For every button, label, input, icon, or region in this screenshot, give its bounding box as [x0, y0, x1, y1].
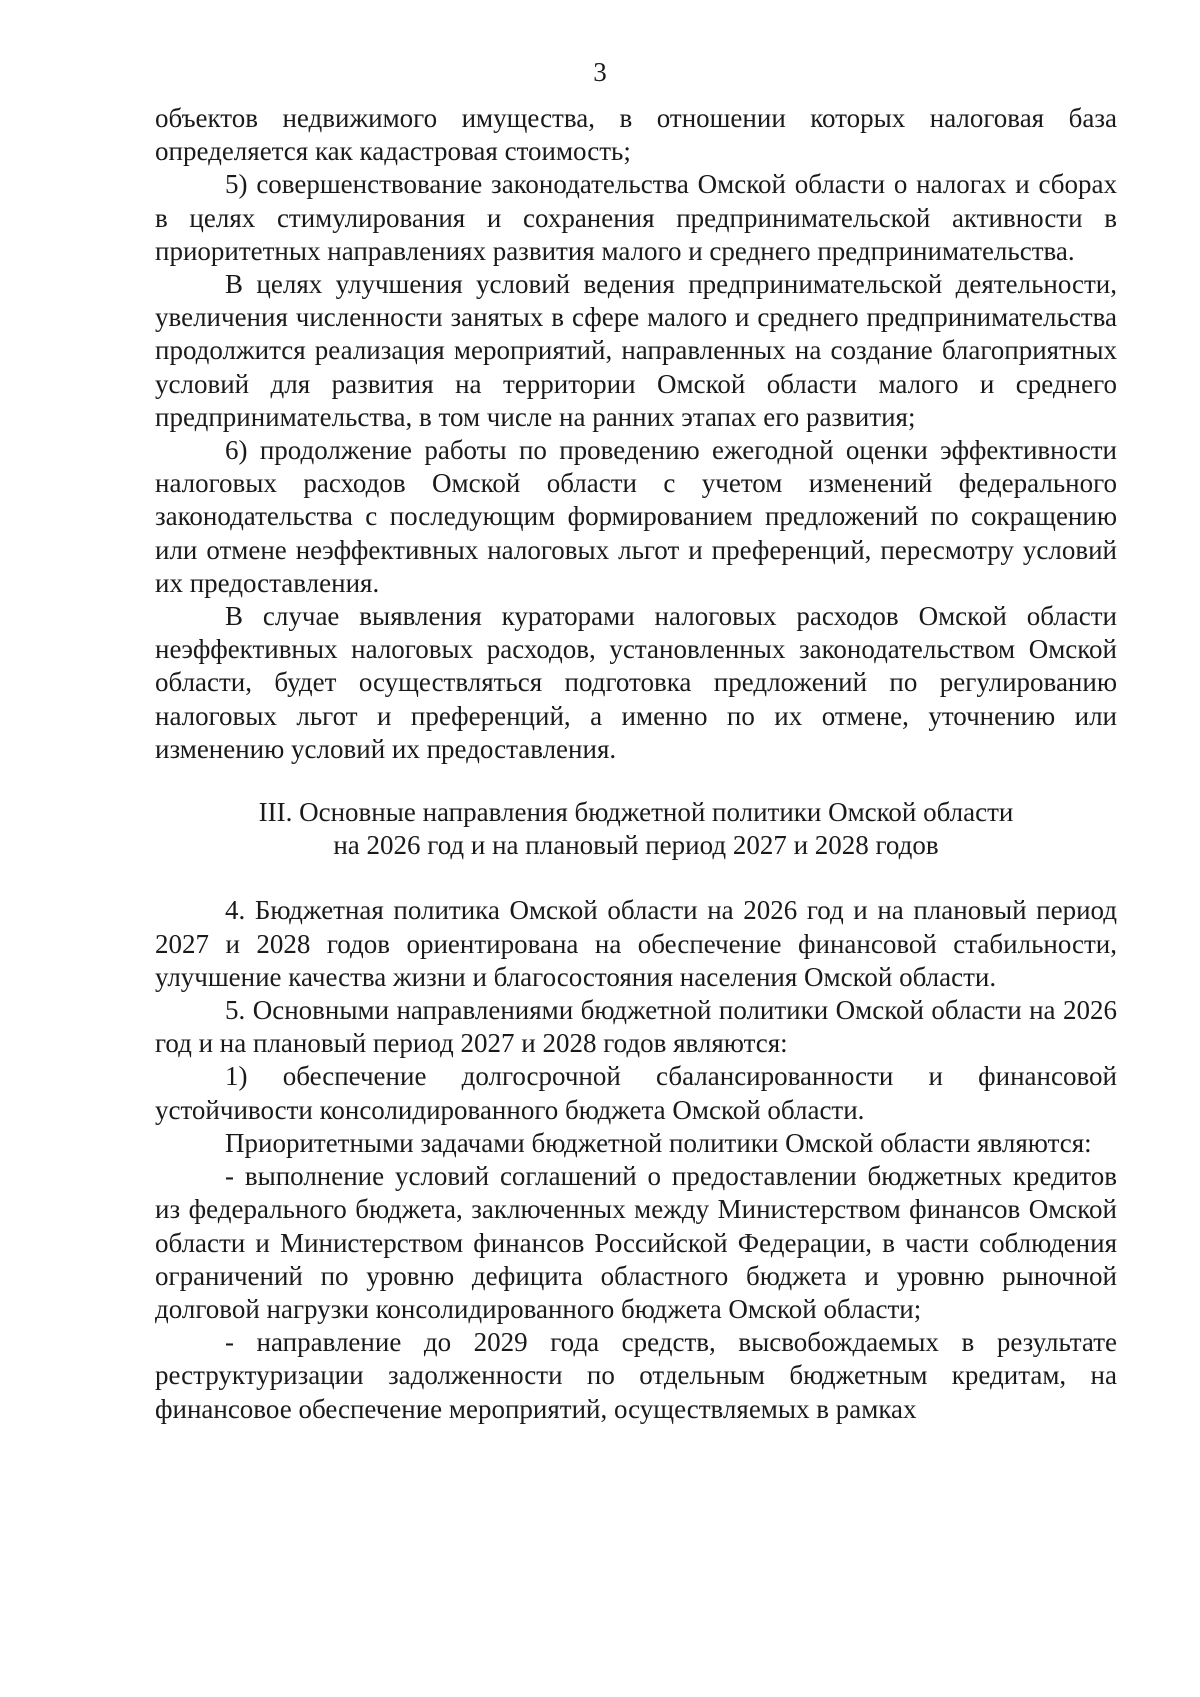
section-heading-line-2: на 2026 год и на плановый период 2027 и 2028 годов [333, 830, 939, 861]
paragraph-priority-tasks: Приоритетными задачами бюджетной политики Омской области являются: [225, 1127, 1092, 1158]
paragraph-item-4-budget-policy: 4. Бюджетная политика Омской области на 2026 год и на плановый период 2027 и 2028 годов ориентирована на обеспечение финансовой стабильности, улучшение качества жизни и благосостояния населения Омской области. [155, 895, 1117, 992]
paragraph-item-5-main-directions: 5. Основными направлениями бюджетной политики Омской области на 2026 год и на плановый период 2027 и 2028 годов являются: [155, 995, 1117, 1059]
paragraph-continuation: объектов недвижимого имущества, в отношении которых налоговая база определяется как кадастровая стоимость; [155, 103, 1117, 167]
paragraph-bullet-restructuring: - направление до 2029 года средств, высвобождаемых в результате реструктуризации задолженности по отдельным бюджетным кредитам, на финансовое обеспечение мероприятий, осуществляемых в рамках [155, 1327, 1117, 1424]
paragraph-item-5-legislation: 5) совершенствование законодательства Омской области о налогах и сборах в целях стимулирования и сохранения предпринимательской активности в приоритетных направлениях развития малого и среднего предпринимательства. [155, 169, 1117, 266]
paragraph-bullet-credit-agreements: - выполнение условий соглашений о предоставлении бюджетных кредитов из федерального бюджета, заключенных между Министерством финансов Омской области и Министерством финансов Российской Федерации, в части соблюдения ограничений по уровню дефицита областного бюджета и уровню рыночной долговой нагрузки консолидированного бюджета Омской области; [155, 1161, 1117, 1324]
paragraph-inefficient-tax-expenses: В случае выявления кураторами налоговых расходов Омской области неэффективных налоговых расходов, установленных законодательством Омской области, будет осуществляться подготовка предложений по регулированию налоговых льгот и преференций, а именно по их отмене, уточнению или изменению условий их предоставления. [155, 601, 1117, 764]
section-heading [155, 796, 1117, 862]
paragraph-subitem-1-balance: 1) обеспечение долгосрочной сбалансированности и финансовой устойчивости консолидированного бюджета Омской области. [155, 1061, 1117, 1125]
paragraph-business-conditions: В целях улучшения условий ведения предпринимательской деятельности, увеличения численности занятых в сфере малого и среднего предпринимательства продолжится реализация мероприятий, направленных на создание благоприятных условий для развития на территории Омской области малого и среднего предпринимательства, в том числе на ранних этапах его развития; [155, 269, 1117, 432]
paragraph-item-6-tax-evaluation: 6) продолжение работы по проведению ежегодной оценки эффективности налоговых расходов Омской области с учетом изменений федерального законодательства с последующим формированием предложений по сокращению или отмене неэффективных налоговых льгот и преференций, пересмотру условий их предоставления. [155, 435, 1117, 598]
document-body [155, 102, 1117, 1426]
page-number: 3 [593, 57, 607, 87]
section-heading-line-1: III. Основные направления бюджетной политики Омской области [258, 797, 1014, 828]
